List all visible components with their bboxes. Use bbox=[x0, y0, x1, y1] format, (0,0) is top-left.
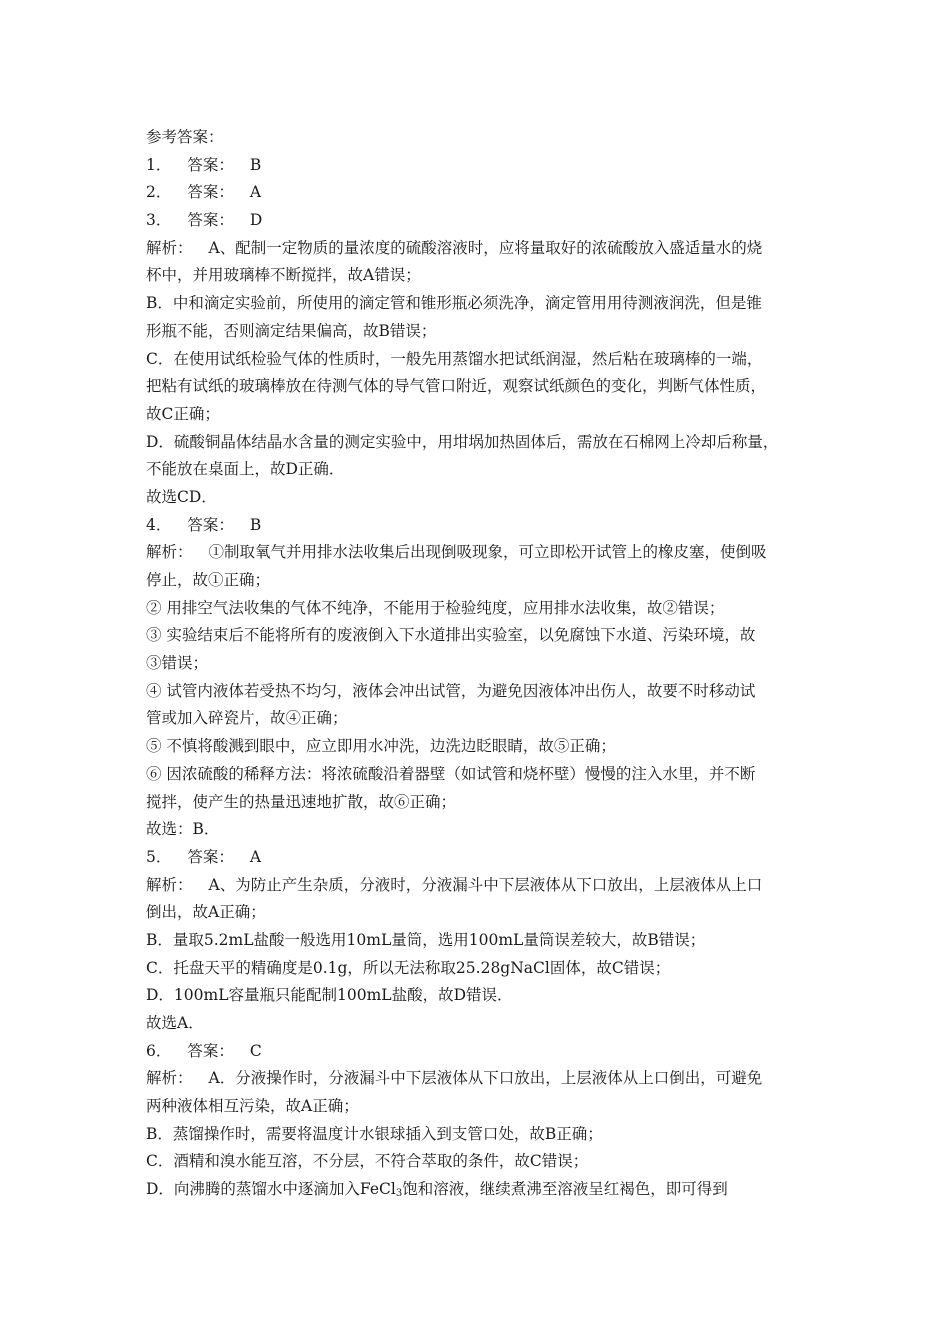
answer-line: 4． 答案： B bbox=[146, 515, 262, 534]
analysis-line: 故选A． bbox=[146, 1014, 204, 1032]
answer-line: 6． 答案： C bbox=[146, 1041, 262, 1060]
analysis-line: 杯中，并用玻璃棒不断搅拌，故A错误； bbox=[146, 266, 421, 285]
analysis-line: 两种液体相互污染，故A正确； bbox=[146, 1097, 359, 1116]
analysis-line: ③错误； bbox=[146, 654, 209, 673]
analysis-line: B．中和滴定实验前，所使用的滴定管和锥形瓶必须洗净，滴定管用用待测液润洗，但是锥 bbox=[146, 294, 762, 313]
analysis-line: 把粘有试纸的玻璃棒放在待测气体的导气管口附近，观察试纸颜色的变化，判断气体性质， bbox=[146, 377, 767, 396]
analysis-line: 故选：B． bbox=[146, 820, 220, 839]
analysis-line: ③ 实验结束后不能将所有的废液倒入下水道排出实验室，以免腐蚀下水道、污染环境，故 bbox=[146, 626, 756, 645]
analysis-line: 停止，故①正确； bbox=[146, 571, 271, 589]
answer-key bbox=[146, 124, 826, 1204]
analysis-line: ④ 试管内液体若受热不均匀，液体会冲出试管，为避免因液体冲出伤人，故要不时移动试 bbox=[146, 681, 756, 700]
analysis-line: 故选CD． bbox=[146, 487, 217, 506]
analysis-line: 解析： A、为防止产生杂质，分液时，分液漏斗中下层液体从下口放出，上层液体从上口 bbox=[146, 875, 763, 894]
answer-line: 5． 答案： A bbox=[146, 847, 262, 866]
analysis-line: ② 用排空气法收集的气体不纯净，不能用于检验纯度，应用排水法收集，故②错误； bbox=[146, 598, 725, 617]
answer-line: 2． 答案： A bbox=[146, 183, 262, 202]
answer-heading: 参考答案： bbox=[146, 128, 224, 146]
analysis-line: C．托盘天平的精确度是0.1g，所以无法称取25.28gNaCl固体，故C错误； bbox=[146, 958, 671, 977]
analysis-line: 形瓶不能，否则滴定结果偏高，故B错误； bbox=[146, 321, 437, 340]
analysis-line: C．酒精和溴水能互溶，不分层，不符合萃取的条件，故C错误； bbox=[146, 1152, 589, 1171]
analysis-line: 解析： A、配制一定物质的量浓度的硫酸溶液时，应将量取好的浓硫酸放入盛适量水的烧 bbox=[146, 238, 763, 257]
analysis-line: 故C正确； bbox=[146, 404, 220, 423]
analysis-line: D．100mL容量瓶只能配制100mL盐酸，故D错误． bbox=[146, 986, 513, 1005]
answer-line: 3． 答案： D bbox=[146, 211, 263, 230]
analysis-line: D．向沸腾的蒸馏水中逐滴加入FeCl$_3$饱和溶液，继续煮沸至溶液呈红褐色，即可得到 bbox=[146, 1180, 728, 1200]
analysis-line: 不能放在桌面上，故D正确． bbox=[146, 460, 345, 479]
answer-line: 1． 答案： B bbox=[146, 155, 262, 174]
analysis-line: 解析： A．分液操作时，分液漏斗中下层液体从下口放出，上层液体从上口倒出，可避免 bbox=[146, 1069, 763, 1088]
analysis-line: 搅拌，使产生的热量迅速地扩散，故⑥正确； bbox=[146, 792, 457, 811]
analysis-line: C．在使用试纸检验气体的性质时，一般先用蒸馏水把试纸润湿，然后粘在玻璃棒的一端， bbox=[146, 349, 763, 368]
analysis-line: 倒出，故A正确； bbox=[146, 903, 266, 922]
analysis-line: ⑤ 不慎将酸溅到眼中，应立即用水冲洗，边洗边眨眼睛，故⑤正确； bbox=[146, 737, 616, 756]
analysis-line: B．蒸馏操作时，需要将温度计水银球插入到支管口处，故B正确； bbox=[146, 1124, 603, 1143]
analysis-line: B．量取5.2mL盐酸一般选用10mL量筒，选用100mL量筒误差较大，故B错误； bbox=[146, 930, 706, 949]
analysis-line: ⑥ 因浓硫酸的稀释方法：将浓硫酸沿着器壁（如试管和烧杯壁）慢慢的注入水里，并不断 bbox=[146, 764, 756, 783]
analysis-line: 管或加入碎瓷片，故④正确； bbox=[146, 709, 348, 728]
analysis-line: 解析： ①制取氧气并用排水法收集后出现倒吸现象，可立即松开试管上的橡皮塞，使倒吸 bbox=[146, 543, 767, 562]
analysis-line: D．硫酸铜晶体结晶水含量的测定实验中，用坩埚加热固体后，需放在石棉网上冷却后称量， bbox=[146, 432, 779, 451]
